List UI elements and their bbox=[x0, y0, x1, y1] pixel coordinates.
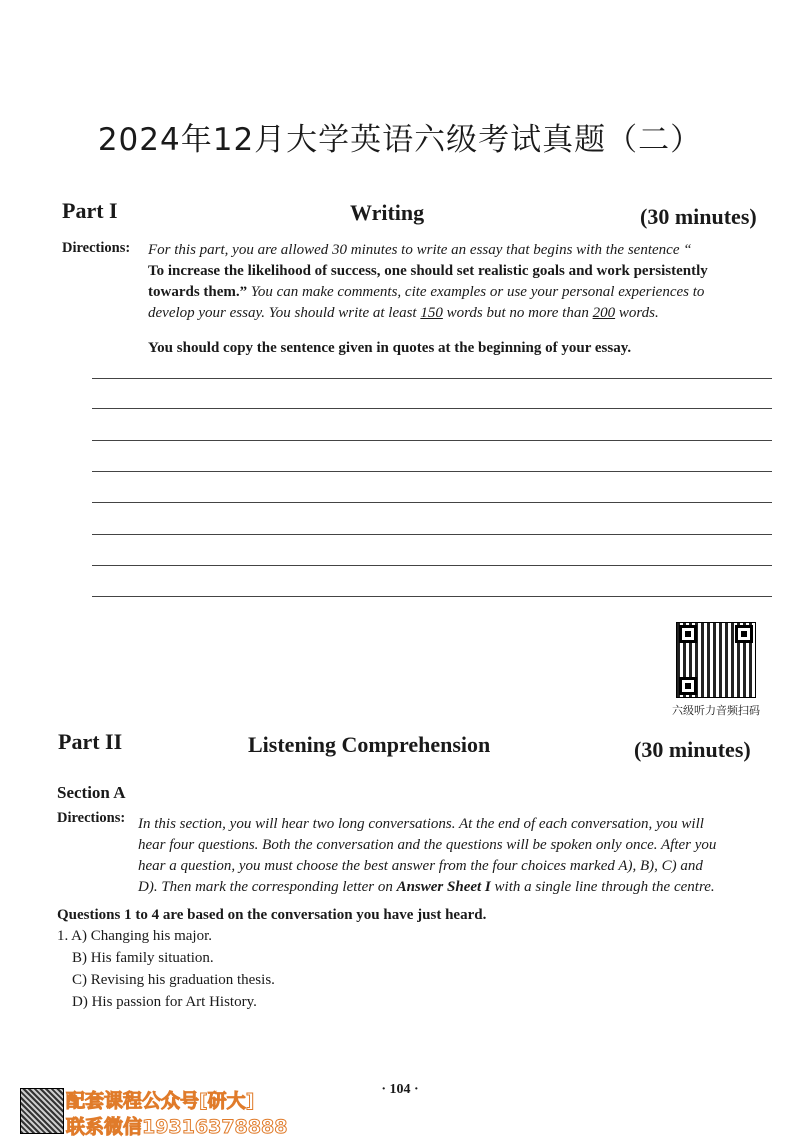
part1-dir-line1: For this part, you are allowed 30 minutes to write an essay that begins with the sentence “ bbox=[148, 242, 692, 258]
qr-finder-pattern bbox=[679, 625, 697, 643]
min-words: 150 bbox=[420, 305, 443, 321]
promo-line-2: 联系微信19316378888 bbox=[66, 1116, 288, 1138]
qr-caption: 六级听力音频扫码 bbox=[672, 704, 760, 717]
part2-directions bbox=[138, 814, 778, 898]
part1-name: Writing bbox=[350, 200, 425, 225]
promo-line-1: 配套课程公众号[研大] bbox=[66, 1090, 255, 1112]
part1-dir-line3-rest: You can make comments, cite examples or use your personal experiences to bbox=[247, 284, 705, 300]
q1-option-b: B) His family situation. bbox=[72, 950, 214, 966]
part2-dir-line2: hear four questions. Both the conversation and the questions will be spoken only once. After you bbox=[138, 837, 717, 853]
writing-line bbox=[92, 596, 772, 597]
part1-time: (30 minutes) bbox=[640, 204, 757, 229]
writing-line bbox=[92, 565, 772, 566]
writing-line bbox=[92, 471, 772, 472]
part2-name: Listening Comprehension bbox=[248, 732, 491, 757]
writing-line bbox=[92, 408, 772, 409]
part1-directions bbox=[148, 240, 773, 324]
writing-line bbox=[92, 502, 772, 503]
qr-finder-pattern bbox=[735, 625, 753, 643]
writing-line bbox=[92, 534, 772, 535]
writing-line bbox=[92, 440, 772, 441]
q1-option-c: C) Revising his graduation thesis. bbox=[72, 972, 275, 988]
writing-line bbox=[92, 378, 772, 379]
part2-dir-line3: hear a question, you must choose the best answer from the four choices marked A), B), C) and bbox=[138, 858, 703, 874]
section-a-label: Section A bbox=[57, 783, 126, 802]
part1-dir-line2: To increase the likelihood of success, one should set realistic goals and work persistently bbox=[148, 263, 708, 279]
part2-dir-line4-b: with a single line through the centre. bbox=[490, 879, 715, 895]
part2-directions-label: Directions: bbox=[57, 810, 126, 826]
q1-option-a: 1. A) Changing his major. bbox=[57, 928, 212, 944]
listening-audio-qr-code[interactable] bbox=[676, 622, 756, 698]
page-title: 2024年12月大学英语六级考试真题（二） bbox=[97, 122, 703, 158]
part1-dir-line3-bold: towards them.” bbox=[148, 284, 248, 300]
part2-label: Part II bbox=[58, 729, 123, 754]
max-words: 200 bbox=[592, 305, 616, 321]
part2-time: (30 minutes) bbox=[634, 737, 751, 762]
promo-qr-code[interactable] bbox=[20, 1088, 64, 1134]
questions-heading: Questions 1 to 4 are based on the conversation you have just heard. bbox=[57, 907, 487, 923]
copy-instruction: You should copy the sentence given in quotes at the beginning of your essay. bbox=[148, 340, 632, 356]
part1-dir-line4-c: words. bbox=[615, 305, 659, 321]
part1-directions-label: Directions: bbox=[62, 240, 131, 256]
page-number: · 104 · bbox=[381, 1082, 419, 1097]
part1-dir-line4-a: develop your essay. You should write at least bbox=[148, 305, 421, 321]
part2-dir-line1: In this section, you will hear two long conversations. At the end of each conversation, you will bbox=[138, 816, 704, 832]
qr-finder-pattern bbox=[679, 677, 697, 695]
part1-label: Part I bbox=[62, 198, 118, 223]
answer-sheet-label: Answer Sheet I bbox=[396, 879, 491, 895]
part2-dir-line4-a: D). Then mark the corresponding letter on bbox=[138, 879, 397, 895]
part1-dir-line4-b: words but no more than bbox=[442, 305, 593, 321]
q1-option-d: D) His passion for Art History. bbox=[72, 994, 257, 1010]
